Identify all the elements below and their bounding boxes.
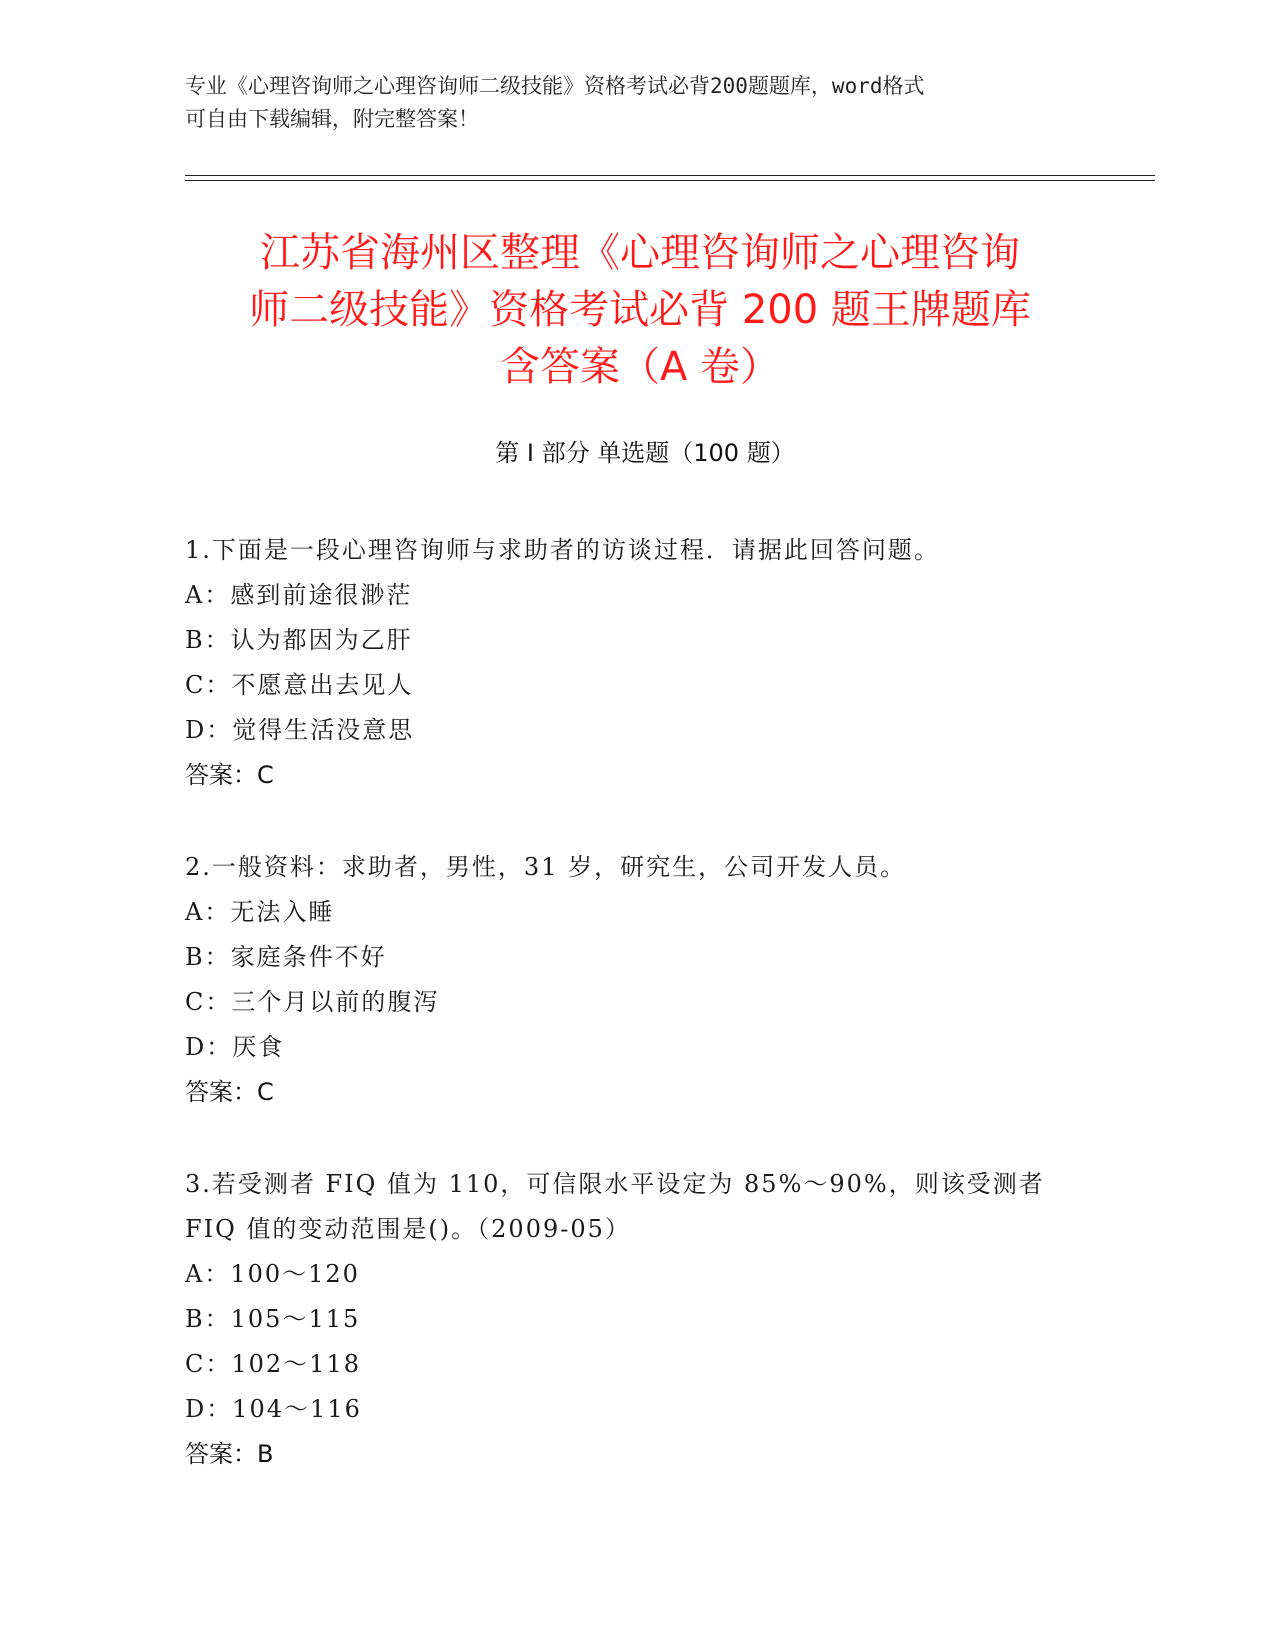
header-note-line-1: 专业《心理咨询师之心理咨询师二级技能》资格考试必背200题题库，word格式 [185,74,925,98]
option-d: D：觉得生活没意思 [185,716,415,744]
option-b: B：家庭条件不好 [185,943,387,971]
document-title [160,225,1120,396]
option-c: C：不愿意出去见人 [185,671,414,699]
option-d: D：厌食 [185,1033,285,1061]
question-1 [185,528,1085,798]
answer: 答案：C [185,761,274,789]
option-a: A：100～120 [185,1260,360,1288]
header-divider-top [185,175,1155,176]
question-stem: 2.一般资料：求助者，男性，31 岁，研究生，公司开发人员。 [185,853,907,881]
option-b: B：认为都因为乙肝 [185,626,413,654]
answer: 答案：B [185,1440,274,1468]
question-stem: 1.下面是一段心理咨询师与求助者的访谈过程．请据此回答问题。 [185,536,940,564]
question-stem-line-2: FIQ 值的变动范围是()。（2009-05） [185,1215,631,1243]
header-note [185,70,1065,136]
question-3 [185,1162,1085,1477]
header-note-line-2: 可自由下载编辑，附完整答案！ [185,107,479,131]
option-c: C：102～118 [185,1350,361,1378]
option-b: B：105～115 [185,1305,361,1333]
document-title-line-1: 江苏省海州区整理《心理咨询师之心理咨询 [260,230,1020,276]
option-a: A：感到前途很渺茫 [185,581,413,609]
document-title-line-3: 含答案（A 卷） [499,344,781,390]
document-title-line-2: 师二级技能》资格考试必背 200 题王牌题库 [249,287,1031,333]
option-d: D：104～116 [185,1395,362,1423]
section-title: 第 I 部分 单选题（100 题） [495,439,795,467]
answer: 答案：C [185,1078,274,1106]
question-2 [185,845,1085,1115]
option-a: A：无法入睡 [185,898,335,926]
question-stem-line-1: 3.若受测者 FIQ 值为 110，可信限水平设定为 85%～90%，则该受测者 [185,1170,1045,1198]
option-c: C：三个月以前的腹泻 [185,988,440,1016]
header-divider-bottom [185,180,1155,181]
